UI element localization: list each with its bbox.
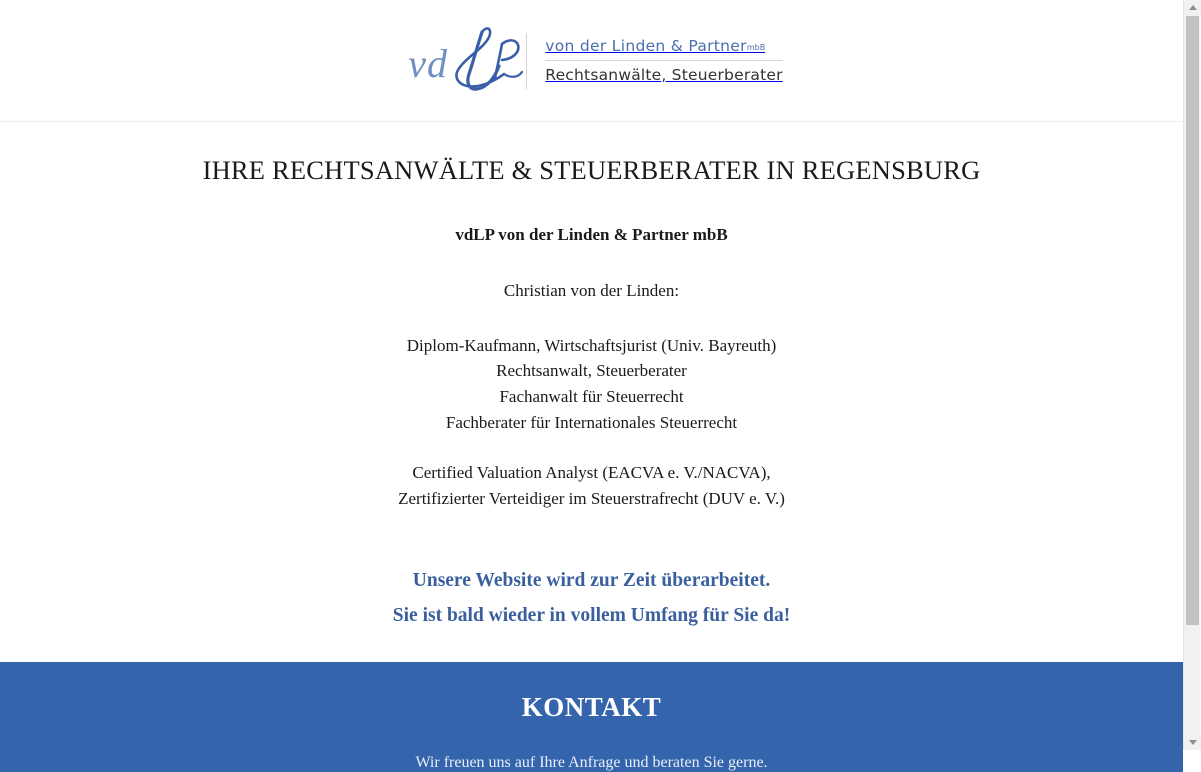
qualification-item: Fachanwalt für Steuerrecht [499, 386, 684, 406]
contact-subtitle: Wir freuen uns auf Ihre Anfrage und beraten Sie gerne. [415, 754, 768, 772]
qualifications-list [0, 333, 1183, 435]
qualification-item: Rechtsanwalt, Steuerberater [496, 361, 687, 381]
qualification-item: Diplom-Kaufmann, Wirtschaftsjurist (Univ. Bayreuth) [406, 335, 777, 355]
qualification-item: Fachberater für Internationales Steuerrecht [445, 412, 738, 432]
notice-line: Sie ist bald wieder in vollem Umfang für Sie da! [392, 605, 791, 627]
site-header [0, 0, 1183, 122]
contact-section [0, 662, 1183, 772]
logo-legal-form: mbB [746, 43, 766, 52]
certifications-list [0, 460, 1183, 511]
logo-monogram-vd: vd [408, 40, 449, 86]
logo-monogram-lp-icon [452, 18, 530, 103]
maintenance-notice [0, 563, 1183, 633]
firm-name: vdLP von der Linden & Partner mbB [455, 224, 728, 244]
logo-monogram [400, 24, 522, 98]
vertical-scrollbar[interactable] [1183, 0, 1200, 750]
page-title: IHRE RECHTSANWÄLTE & STEUERBERATER IN REGENSBURG [202, 155, 981, 185]
scroll-down-arrow-icon[interactable] [1184, 735, 1201, 750]
certification-item: Certified Valuation Analyst (EACVA e. V./NACVA), [412, 463, 771, 483]
person-name: Christian von der Linden: [503, 280, 680, 300]
scroll-up-arrow-icon[interactable] [1184, 0, 1201, 15]
site-logo[interactable] [400, 24, 782, 98]
contact-title: KONTAKT [521, 692, 662, 723]
logo-firm-name: von der Linden & Partner [545, 37, 747, 55]
certification-item: Zertifizierter Verteidiger im Steuerstrafrecht (DUV e. V.) [398, 488, 785, 508]
logo-firm-line [545, 37, 782, 61]
scrollbar-thumb[interactable] [1186, 16, 1199, 625]
logo-wordmark [545, 37, 782, 84]
main-content [0, 122, 1183, 633]
notice-line: Unsere Website wird zur Zeit überarbeitet. [412, 570, 771, 592]
logo-tagline: Rechtsanwälte, Steuerberater [545, 66, 783, 84]
